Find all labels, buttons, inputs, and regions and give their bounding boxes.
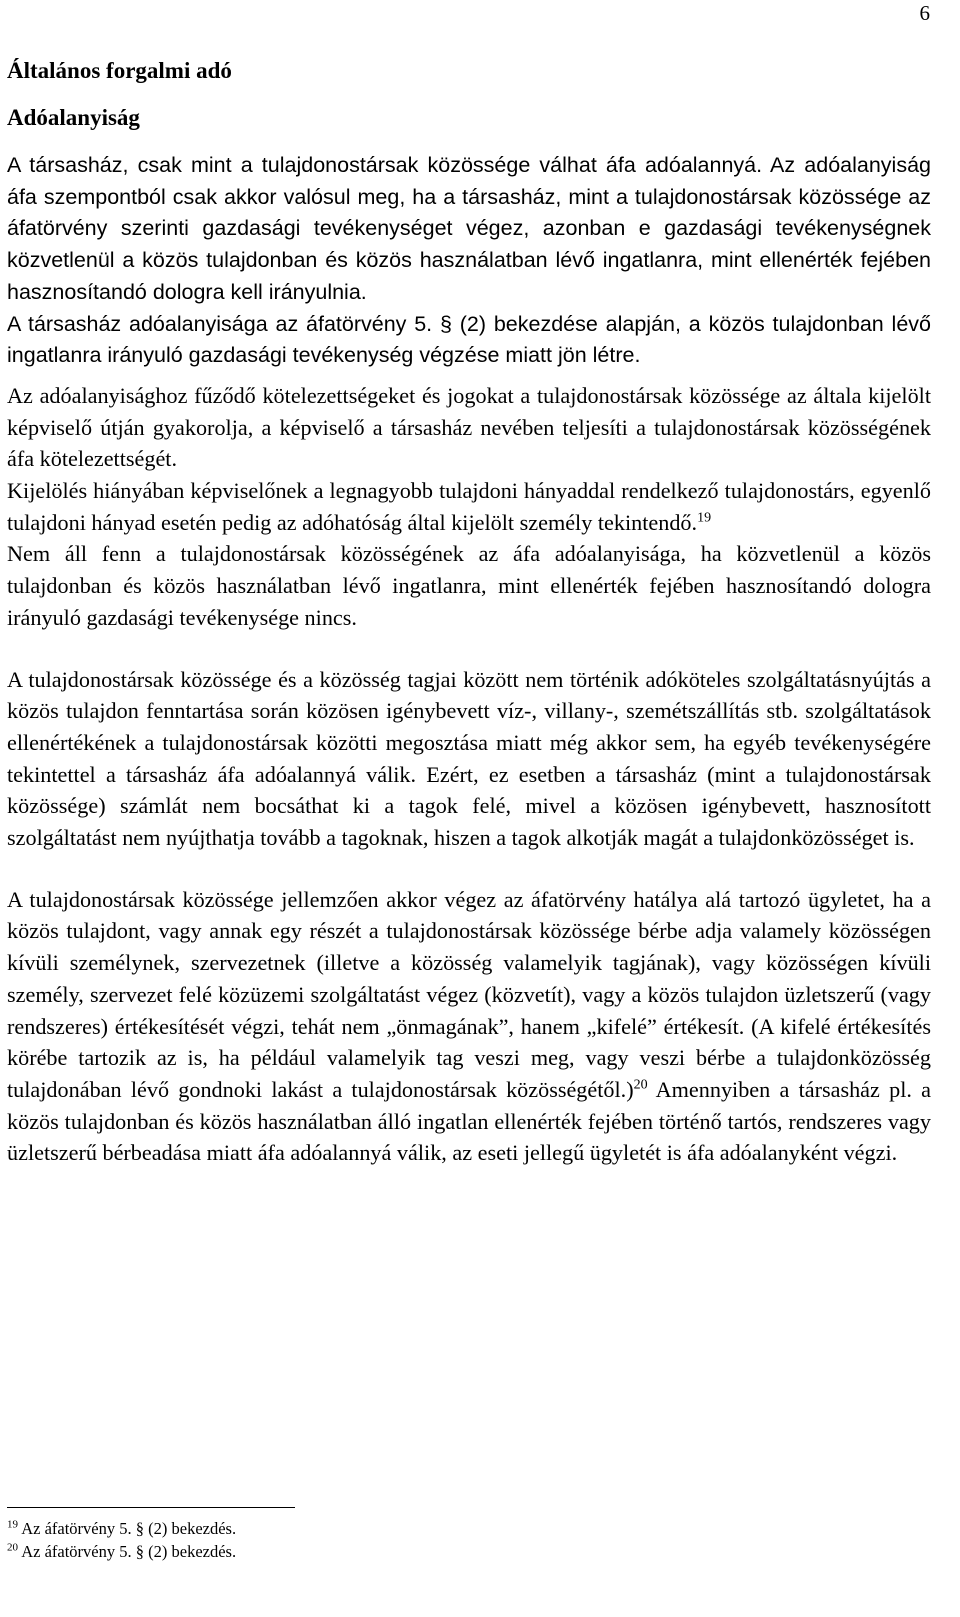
footnotes	[7, 1517, 236, 1563]
footnote-ref-20[interactable]: 20	[633, 1077, 648, 1093]
paragraph-2: A társasház adóalanyisága az áfatörvény 5. § (2) bekezdése alapján, a közös tulajdonban lévő ingatlanra irányuló gazdasági tevékenység végzése miatt jön létre.	[7, 311, 931, 368]
footnote-number: 19	[7, 1518, 18, 1531]
footnote-text: Az áfatörvény 5. § (2) bekezdés.	[21, 1542, 237, 1561]
document-body	[7, 56, 931, 1169]
paragraph-5: Nem áll fenn a tulajdonostársak közösségének az áfa adóalanyisága, ha közvetlenül a közös tulajdonban és közös használatban lévő ingatlanra, mint ellenérték fejében hasznosítandó dologra irányuló gazdasági tevékenysége nincs.	[7, 541, 931, 630]
footnote-19	[7, 1517, 236, 1540]
paragraph-1: A társasház, csak mint a tulajdonostársak közössége válhat áfa adóalannyá. Az adóalanyiság áfa szempontból csak akkor valósul meg, ha a társasház, mint a tulajdonostársak közössége az áfatörvény szerinti gazdasági tevékenységet végez, azonban e gazdasági tevékenységnek közvetlenül a közös tulajdonban és közös használatban lévő ingatlanra, mint ellenérték fejében hasznosítandó dologra kell irányulnia.	[7, 153, 931, 304]
paragraph-4-text: Kijelölés hiányában képviselőnek a legnagyobb tulajdoni hányaddal rendelkező tulajdonostárs, egyenlő tulajdoni hányad esetén pedig az adóhatóság által kijelölt személy tekintendő.	[7, 478, 931, 535]
document-title: Általános forgalmi adó	[7, 58, 232, 83]
paragraph-6: A tulajdonostársak közössége és a közösség tagjai között nem történik adóköteles szolgáltatásnyújtás a közös tulajdon fenntartása során közösen igénybevett víz-, villany-, szemétszállítás stb. szolgáltatások ellenértékének a tulajdonostársak közötti megosztása miatt még akkor sem, ha egyéb tevékenységére tekintettel a társasház áfa adóalannyá válik. Ezért, ez esetben a társasház (mint a tulajdonostársak közössége) számlát nem bocsáthat ki a tagok felé, mivel a közösen igénybevett, hasznosított szolgáltatást nem nyújthatja tovább a tagoknak, hiszen a tagok alkotják magát a tulajdonközösséget is.	[7, 666, 931, 851]
page-number: 6	[919, 1, 930, 25]
paragraph-7	[7, 884, 931, 1169]
footnote-number: 20	[7, 1541, 18, 1554]
paragraph-3: Az adóalanyisághoz fűződő kötelezettségeket és jogokat a tulajdonostársak közössége az általa kijelölt képviselő útján gyakorolja, a képviselő a társasház nevében teljesíti a tulajdonostársak közösségének áfa kötelezettségét.	[7, 382, 931, 472]
paragraph-4	[7, 475, 931, 538]
paragraph-7-text-a: A tulajdonostársak közössége jellemzően akkor végez az áfatörvény hatálya alá tartozó ügyletet, ha a közös tulajdont, vagy annak egy részét a tulajdonostársak közössége bérbe adja valamely közösségen kívüli személynek, szervezetnek (illetve a közösség valamelyik tagjának), vagy közösségen kívüli személy, szervezet felé közüzemi szolgáltatást végez (közvetít), vagy a közös tulajdon üzletszerű (vagy rendszeres) értékesítését végzi, tehát nem „önmagának”, hanem „kifelé” értékesít. (A kifelé értékesítés körébe tartozik az is, ha például valamelyik tag veszi meg, vagy veszi bérbe a tulajdonközösség tulajdonában lévő gondnoki lakást a tulajdonostársak közösségétől.)	[7, 886, 931, 1102]
footnote-text: Az áfatörvény 5. § (2) bekezdés.	[21, 1519, 237, 1538]
section-heading: Adóalanyiság	[7, 105, 140, 130]
paragraph-7-text-b: Amennyiben a társasház pl. a közös tulajdonban és közös használatban álló ingatlan ellenérték fejében történő tartós, rendszeres vagy üzletszerű bérbeadása miatt áfa adóalannyá válik, az eseti jellegű ügyletét is áfa adóalanyként végzi.	[7, 1076, 932, 1166]
footnote-separator	[7, 1507, 295, 1508]
footnote-20	[7, 1540, 236, 1563]
footnote-ref-19[interactable]: 19	[697, 510, 712, 526]
